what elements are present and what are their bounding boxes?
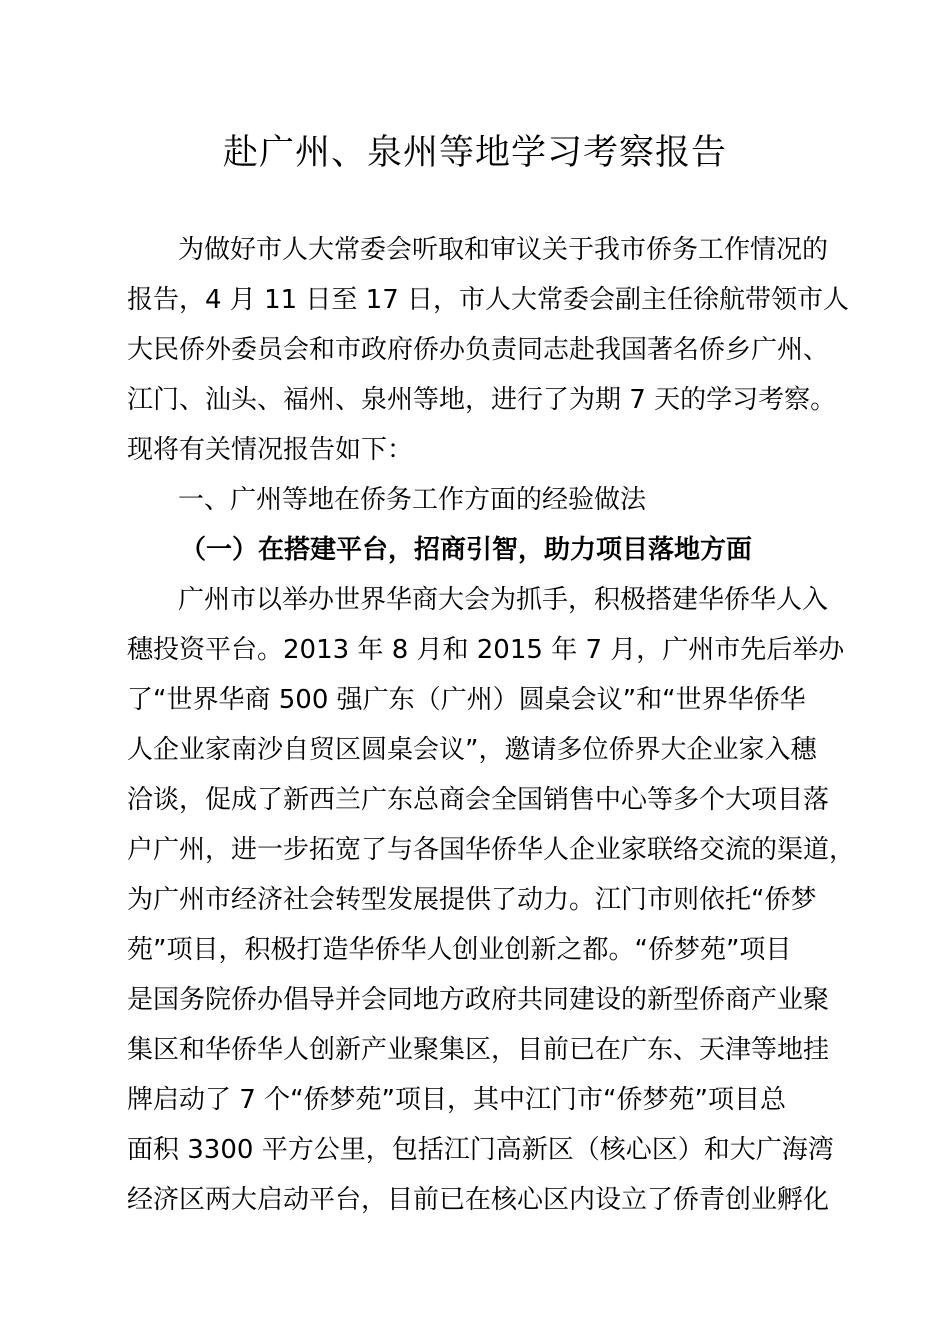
body-line: 了“世界华商 500 强广东（广州）圆桌会议”和“世界华侨华 (127, 685, 806, 715)
subsection-heading: （一）在搭建平台，招商引智，助力项目落地方面 (180, 535, 753, 565)
body-line: 洽谈，促成了新西兰广东总商会全国销售中心等多个大项目落 (127, 785, 830, 815)
body-line: 穗投资平台。2013 年 8 月和 2015 年 7 月，广州市先后举办 (127, 635, 845, 665)
body-line: 人企业家南沙自贸区圆桌会议”，邀请多位侨界大企业家入穗 (127, 735, 817, 765)
body-line: 牌启动了 7 个“侨梦苑”项目，其中江门市“侨梦苑”项目总 (127, 1085, 786, 1115)
body-line: 户广州，进一步拓宽了与各国华侨华人企业家联络交流的渠道， (127, 835, 856, 865)
intro-line: 大民侨外委员会和市政府侨办负责同志赴我国著名侨乡广州、 (127, 335, 830, 365)
body-line: 面积 3300 平方公里，包括江门高新区（核心区）和大广海湾 (127, 1135, 834, 1165)
document-title: 赴广州、泉州等地学习考察报告 (222, 133, 727, 173)
body-line: 经济区两大启动平台，目前已在核心区内设立了侨青创业孵化 (127, 1185, 830, 1215)
body-line: 广州市以举办世界华商大会为抓手，积极搭建华侨华人入 (178, 585, 829, 615)
body-line: 集区和华侨华人创新产业聚集区，目前已在广东、天津等地挂 (127, 1035, 830, 1065)
section-heading: 一、广州等地在侨务工作方面的经验做法 (178, 485, 647, 515)
body-line: 苑”项目，积极打造华侨华人创业创新之都。“侨梦苑”项目 (127, 935, 792, 965)
intro-line: 现将有关情况报告如下： (127, 435, 414, 465)
intro-line: 江门、汕头、福州、泉州等地，进行了为期 7 天的学习考察。 (127, 385, 837, 415)
intro-line: 为做好市人大常委会听取和审议关于我市侨务工作情况的 (178, 235, 829, 265)
body-line: 是国务院侨办倡导并会同地方政府共同建设的新型侨商产业聚 (127, 985, 830, 1015)
body-line: 为广州市经济社会转型发展提供了动力。江门市则依托“侨梦 (127, 885, 817, 915)
intro-line: 报告，4 月 11 日至 17 日，市人大常委会副主任徐航带领市人 (127, 285, 850, 315)
